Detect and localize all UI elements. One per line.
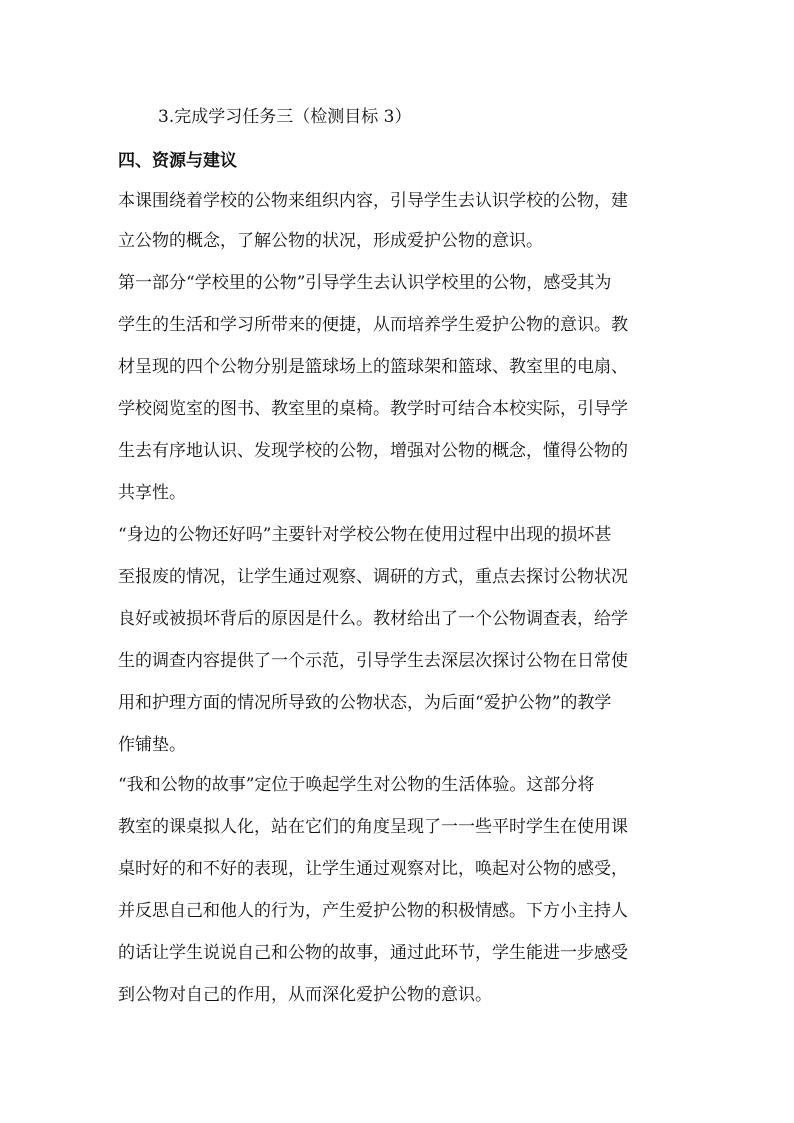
- section-heading: 四、资源与建议: [118, 151, 237, 171]
- paragraph-2-line-3: 材呈现的四个公物分别是篮球场上的篮球架和篮球、教室里的电扇、: [118, 357, 628, 377]
- task-line: 3.完成学习任务三（检测目标 3）: [158, 107, 412, 127]
- paragraph-4-line-6: 到公物对自己的作用，从而深化爱护公物的意识。: [118, 985, 492, 1005]
- paragraph-3-line-4: 生的调查内容提供了一个示范，引导学生去深层次探讨公物在日常使: [118, 651, 628, 671]
- paragraph-3-line-5: 用和护理方面的情况所导致的公物状态，为后面“爱护公物”的教学: [118, 693, 612, 713]
- paragraph-4-line-1: “我和公物的故事”定位于唤起学生对公物的生活体验。这部分将: [118, 775, 595, 795]
- paragraph-2-line-4: 学校阅览室的图书、教室里的桌椅。教学时可结合本校实际，引导学: [118, 399, 628, 419]
- paragraph-4-line-3: 桌时好的和不好的表现，让学生通过观察对比，唤起对公物的感受，: [118, 859, 628, 879]
- paragraph-3-line-2: 至报废的情况，让学生通过观察、调研的方式，重点去探讨公物状况: [118, 567, 628, 587]
- paragraph-2-line-2: 学生的生活和学习所带来的便捷，从而培养学生爱护公物的意识。教: [118, 315, 628, 335]
- paragraph-3-line-6: 作铺垫。: [118, 735, 186, 755]
- paragraph-4-line-4: 并反思自己和他人的行为，产生爱护公物的积极情感。下方小主持人: [118, 901, 628, 921]
- paragraph-4-line-2: 教室的课桌拟人化，站在它们的角度呈现了一一些平时学生在使用课: [118, 817, 628, 837]
- paragraph-2-line-6: 共享性。: [118, 483, 186, 503]
- paragraph-3-line-1: “身边的公物还好吗”主要针对学校公物在使用过程中出现的损坏甚: [118, 525, 612, 545]
- paragraph-3-line-3: 良好或被损坏背后的原因是什么。教材给出了一个公物调查表，给学: [118, 609, 628, 629]
- paragraph-1-line-2: 立公物的概念，了解公物的状况，形成爱护公物的意识。: [118, 231, 543, 251]
- paragraph-1-line-1: 本课围绕着学校的公物来组织内容，引导学生去认识学校的公物，建: [118, 191, 628, 211]
- paragraph-4-line-5: 的话让学生说说自己和公物的故事，通过此环节，学生能进一步感受: [118, 943, 628, 963]
- paragraph-2-line-1: 第一部分“学校里的公物”引导学生去认识学校里的公物，感受其为: [118, 273, 612, 293]
- paragraph-2-line-5: 生去有序地认识、发现学校的公物，增强对公物的概念，懂得公物的: [118, 441, 628, 461]
